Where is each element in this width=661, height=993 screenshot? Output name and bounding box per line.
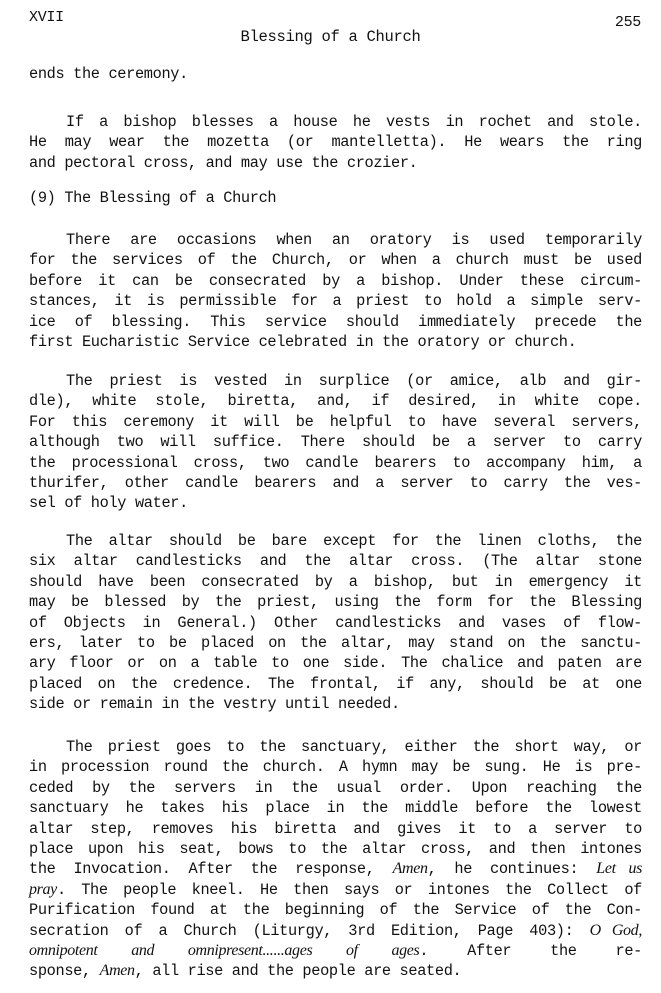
text-line: The priest is vested in surplice (or amice, alb and gir- bbox=[66, 372, 642, 390]
text-line: Purification found at the beginning of the Service of the Con- bbox=[29, 901, 642, 920]
page-number: 255 bbox=[614, 14, 641, 31]
text-line: for the services of the Church, or when a church must be used bbox=[29, 251, 642, 270]
text-line: If a bishop blesses a house he vests in rochet and stole. bbox=[66, 113, 642, 131]
paragraph-procession bbox=[29, 737, 642, 982]
text-line: placed on the credence. The frontal, if any, should be at one bbox=[29, 674, 642, 693]
text-line: ary floor or on a table to one side. The chalice and paten are bbox=[29, 654, 642, 673]
text-line: the Invocation. After the response, Amen, he continues: Let us bbox=[29, 860, 642, 879]
text-line: ceded by the servers in the usual order. Upon reaching the bbox=[29, 778, 642, 797]
text-line: dle), white stole, biretta, and, if desired, in white cope. bbox=[29, 392, 642, 411]
text-line: omnipotent and omnipresent......ages of ages. After the re- bbox=[29, 942, 642, 961]
text-line: thurifer, other candle bearers and a server to carry the ves- bbox=[29, 474, 642, 493]
text-line: For this ceremony it will be helpful to have several servers, bbox=[29, 412, 642, 431]
text-line: sel of holy water. bbox=[29, 494, 188, 513]
text-line: although two will suffice. There should be a server to carry bbox=[29, 433, 642, 452]
text-line: in procession round the church. A hymn may be sung. He is pre- bbox=[29, 758, 642, 777]
paragraph-vestments bbox=[29, 371, 642, 514]
running-title: Blessing of a Church bbox=[240, 28, 421, 46]
italic-text: O God, bbox=[589, 921, 642, 939]
text-line: should have been consecrated by a bishop, but in emergency it bbox=[29, 572, 642, 591]
text-line: stances, it is permissible for a priest to hold a simple serv- bbox=[29, 292, 642, 311]
text-line: of Objects in General.) Other candlesticks and vases of flow- bbox=[29, 613, 642, 632]
chapter-number: XVII bbox=[29, 9, 64, 26]
italic-text: omnipotent and omnipresent......ages of ages bbox=[29, 942, 420, 960]
text-line: The priest goes to the sanctuary, either the short way, or bbox=[66, 738, 642, 756]
text-line: first Eucharistic Service celebrated in the oratory or church. bbox=[29, 333, 577, 352]
paragraph-bishop-house bbox=[29, 112, 642, 173]
text-line: sanctuary he takes his place in the middle before the lowest bbox=[29, 799, 642, 818]
italic-text: Amen bbox=[99, 962, 135, 980]
text-line: before it can be consecrated by a bishop. Under these circum- bbox=[29, 271, 642, 290]
text-line: place upon his seat, bows to the altar cross, and then intones bbox=[29, 840, 642, 859]
text-line: sponse, Amen, all rise and the people are seated. bbox=[29, 962, 462, 981]
italic-text: pray bbox=[29, 880, 57, 898]
text-line: secration of a Church (Liturgy, 3rd Edition, Page 403): O God, bbox=[29, 921, 642, 940]
text-line: and pectoral cross, and may use the crozier. bbox=[29, 153, 418, 172]
text-line: ice of blessing. This service should immediately precede the bbox=[29, 312, 642, 331]
text-line: may be blessed by the priest, using the form for the Blessing bbox=[29, 593, 642, 612]
text-line: pray. The people kneel. He then says or intones the Collect of bbox=[29, 880, 642, 899]
text-line: ends the ceremony. bbox=[29, 65, 188, 83]
text-line: side or remain in the vestry until needed. bbox=[29, 695, 400, 714]
section-heading bbox=[29, 188, 642, 208]
text-line: ers, later to be placed on the altar, may stand on the sanctu- bbox=[29, 634, 642, 653]
text-line: altar step, removes his biretta and gives it to a server to bbox=[29, 819, 642, 838]
text-line: six altar candlesticks and the altar cross. (The altar stone bbox=[29, 552, 642, 571]
paragraph-altar bbox=[29, 531, 642, 715]
text-line: He may wear the mozetta (or mantelletta). He wears the ring bbox=[29, 133, 642, 152]
paragraph-occasions bbox=[29, 230, 642, 352]
text-line: The altar should be bare except for the linen cloths, the bbox=[66, 532, 642, 550]
text-line: (9) The Blessing of a Church bbox=[29, 189, 277, 207]
text-line: the processional cross, two candle bearers to accompany him, a bbox=[29, 453, 642, 472]
italic-text: Amen bbox=[392, 860, 428, 878]
continuation-text bbox=[29, 64, 642, 84]
text-line: There are occasions when an oratory is used temporarily bbox=[66, 231, 642, 249]
italic-text: Let us bbox=[596, 860, 642, 878]
